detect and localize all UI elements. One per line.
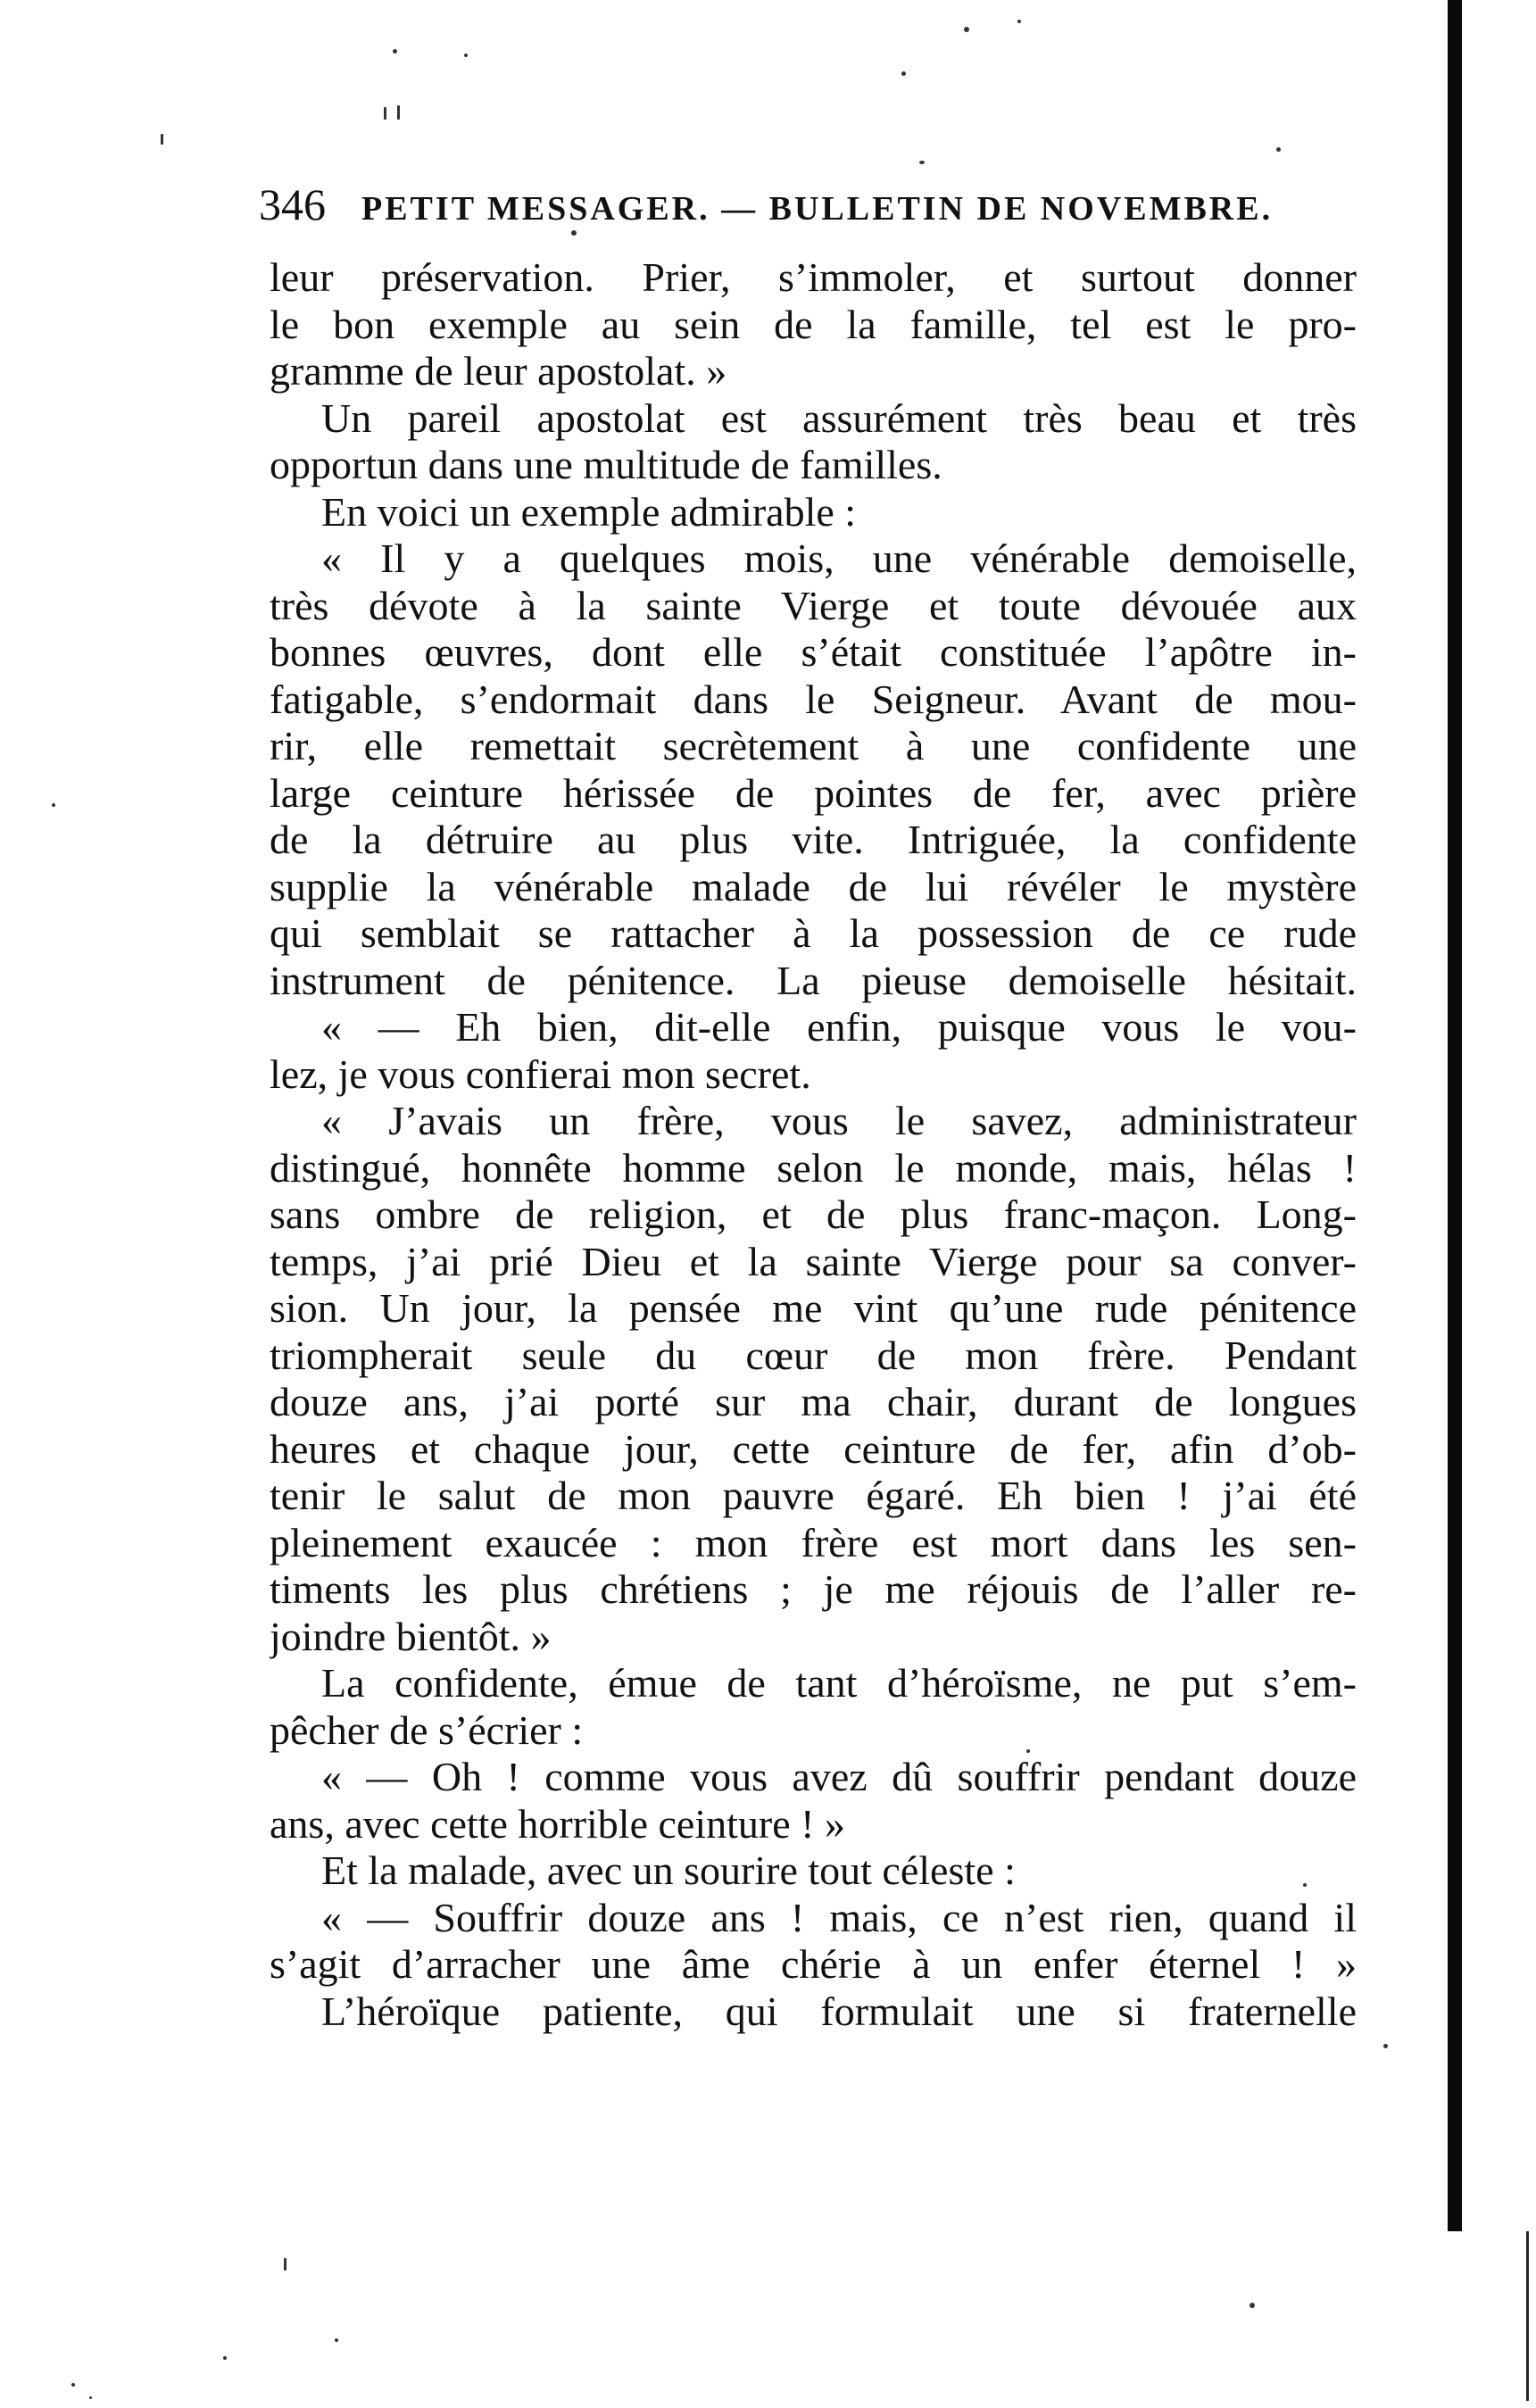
text-line: gramme de leur apostolat. »: [270, 348, 727, 394]
scan-speck: [89, 2396, 92, 2399]
text-line: très dévote à la sainte Vierge et toute dévouée aux: [270, 582, 1357, 628]
running-title: PETIT MESSAGER. — BULLETIN DE NOVEMBRE.: [361, 190, 1274, 228]
text-line: fatigable, s’endormait dans le Seigneur. Avant de mou-: [270, 676, 1357, 722]
text-line: supplie la vénérable malade de lui révéler le mystère: [270, 863, 1357, 909]
text-line: tenir le salut de mon pauvre égaré. Eh bien ! j’ai été: [270, 1473, 1357, 1518]
scan-speck: [384, 107, 386, 120]
text-line: leur préservation. Prier, s’immoler, et surtout donner: [270, 254, 1357, 300]
text-line: pleinement exaucée : mon frère est mort dans les sen-: [270, 1519, 1357, 1565]
scan-speck: [901, 71, 906, 76]
text-line: opportun dans une multitude de familles.: [270, 442, 942, 487]
text-line: joindre bientôt. »: [270, 1613, 552, 1659]
text-line: « — Souffrir douze ans ! mais, ce n’est rien, quand il: [321, 1894, 1357, 1940]
text-line: douze ans, j’ai porté sur ma chair, durant de longues: [270, 1379, 1357, 1424]
text-line: pêcher de s’écrier :: [270, 1706, 584, 1753]
binding-shadow: [1448, 0, 1462, 2231]
text-line: instrument de pénitence. La pieuse demoiselle hésitait.: [270, 957, 1357, 1003]
scan-speck: [1383, 2044, 1388, 2048]
text-line: lez, je vous confierai mon secret.: [270, 1050, 811, 1097]
scan-speck: [223, 2356, 227, 2360]
scan-speck: [1026, 1749, 1030, 1753]
text-line: sans ombre de religion, et de plus franc-maçon. Long-: [270, 1192, 1357, 1237]
text-line: « — Eh bien, dit-elle enfin, puisque vous le vou-: [321, 1004, 1357, 1050]
text-line: « — Oh ! comme vous avez dû souffrir pendant douze: [321, 1754, 1357, 1799]
text-line: de la détruire au plus vite. Intriguée, la confidente: [270, 817, 1357, 862]
scan-speck: [1017, 20, 1021, 23]
scan-speck: [1303, 1883, 1307, 1887]
text-line: triompherait seule du cœur de mon frère. Pendant: [270, 1332, 1357, 1378]
scan-speck: [284, 2258, 286, 2271]
text-line: Et la malade, avec un sourire tout céleste :: [321, 1848, 1016, 1893]
body-text: [270, 254, 1357, 2035]
text-line: qui semblait se rattacher à la possession de ce rude: [270, 910, 1357, 956]
binding-shadow-lower: [1526, 2231, 1529, 2401]
scan-speck: [919, 161, 925, 164]
text-line: distingué, honnête homme selon le monde, mais, hélas !: [270, 1144, 1357, 1191]
scan-speck: [1250, 2303, 1255, 2308]
scan-speck: [161, 134, 163, 145]
scan-speck: [964, 27, 969, 32]
scan-speck: [571, 230, 577, 236]
scan-speck: [52, 803, 55, 807]
page-number: 346: [259, 179, 326, 229]
text-line: large ceinture hérissée de pointes de fer, avec prière: [270, 769, 1357, 816]
text-line: rir, elle remettait secrètement à une confidente une: [270, 723, 1357, 768]
text-line: heures et chaque jour, cette ceinture de fer, afin d’ob-: [270, 1425, 1357, 1472]
scan-speck: [71, 2383, 75, 2387]
text-line: « J’avais un frère, vous le savez, administrateur: [321, 1098, 1357, 1143]
text-line: Un pareil apostolat est assurément très beau et très: [321, 394, 1357, 441]
text-line: « Il y a quelques mois, une vénérable demoiselle,: [321, 536, 1357, 581]
scan-speck: [335, 2338, 338, 2342]
text-line: temps, j’ai prié Dieu et la sainte Vierge pour sa conver-: [270, 1238, 1357, 1284]
text-line: bonnes œuvres, dont elle s’était constituée l’apôtre in-: [270, 629, 1357, 675]
text-line: le bon exemple au sein de la famille, tel est le pro-: [270, 301, 1357, 347]
text-line: En voici un exemple admirable :: [321, 488, 857, 535]
page-header: [259, 179, 1285, 232]
text-line: ans, avec cette horrible ceinture ! »: [270, 1800, 845, 1847]
text-line: La confidente, émue de tant d’héroïsme, ne put s’em-: [321, 1660, 1357, 1706]
text-line: timents les plus chrétiens ; je me réjouis de l’aller re-: [270, 1566, 1357, 1612]
text-line: L’héroïque patiente, qui formulait une si fraternelle: [321, 1988, 1357, 2034]
scan-speck: [393, 49, 397, 54]
scan-speck: [1276, 147, 1281, 152]
scan-speck: [397, 105, 400, 120]
text-line: sion. Un jour, la pensée me vint qu’une rude pénitence: [270, 1285, 1357, 1331]
scan-speck: [464, 54, 468, 57]
text-line: s’agit d’arracher une âme chérie à un enfer éternel ! »: [270, 1941, 1357, 1987]
